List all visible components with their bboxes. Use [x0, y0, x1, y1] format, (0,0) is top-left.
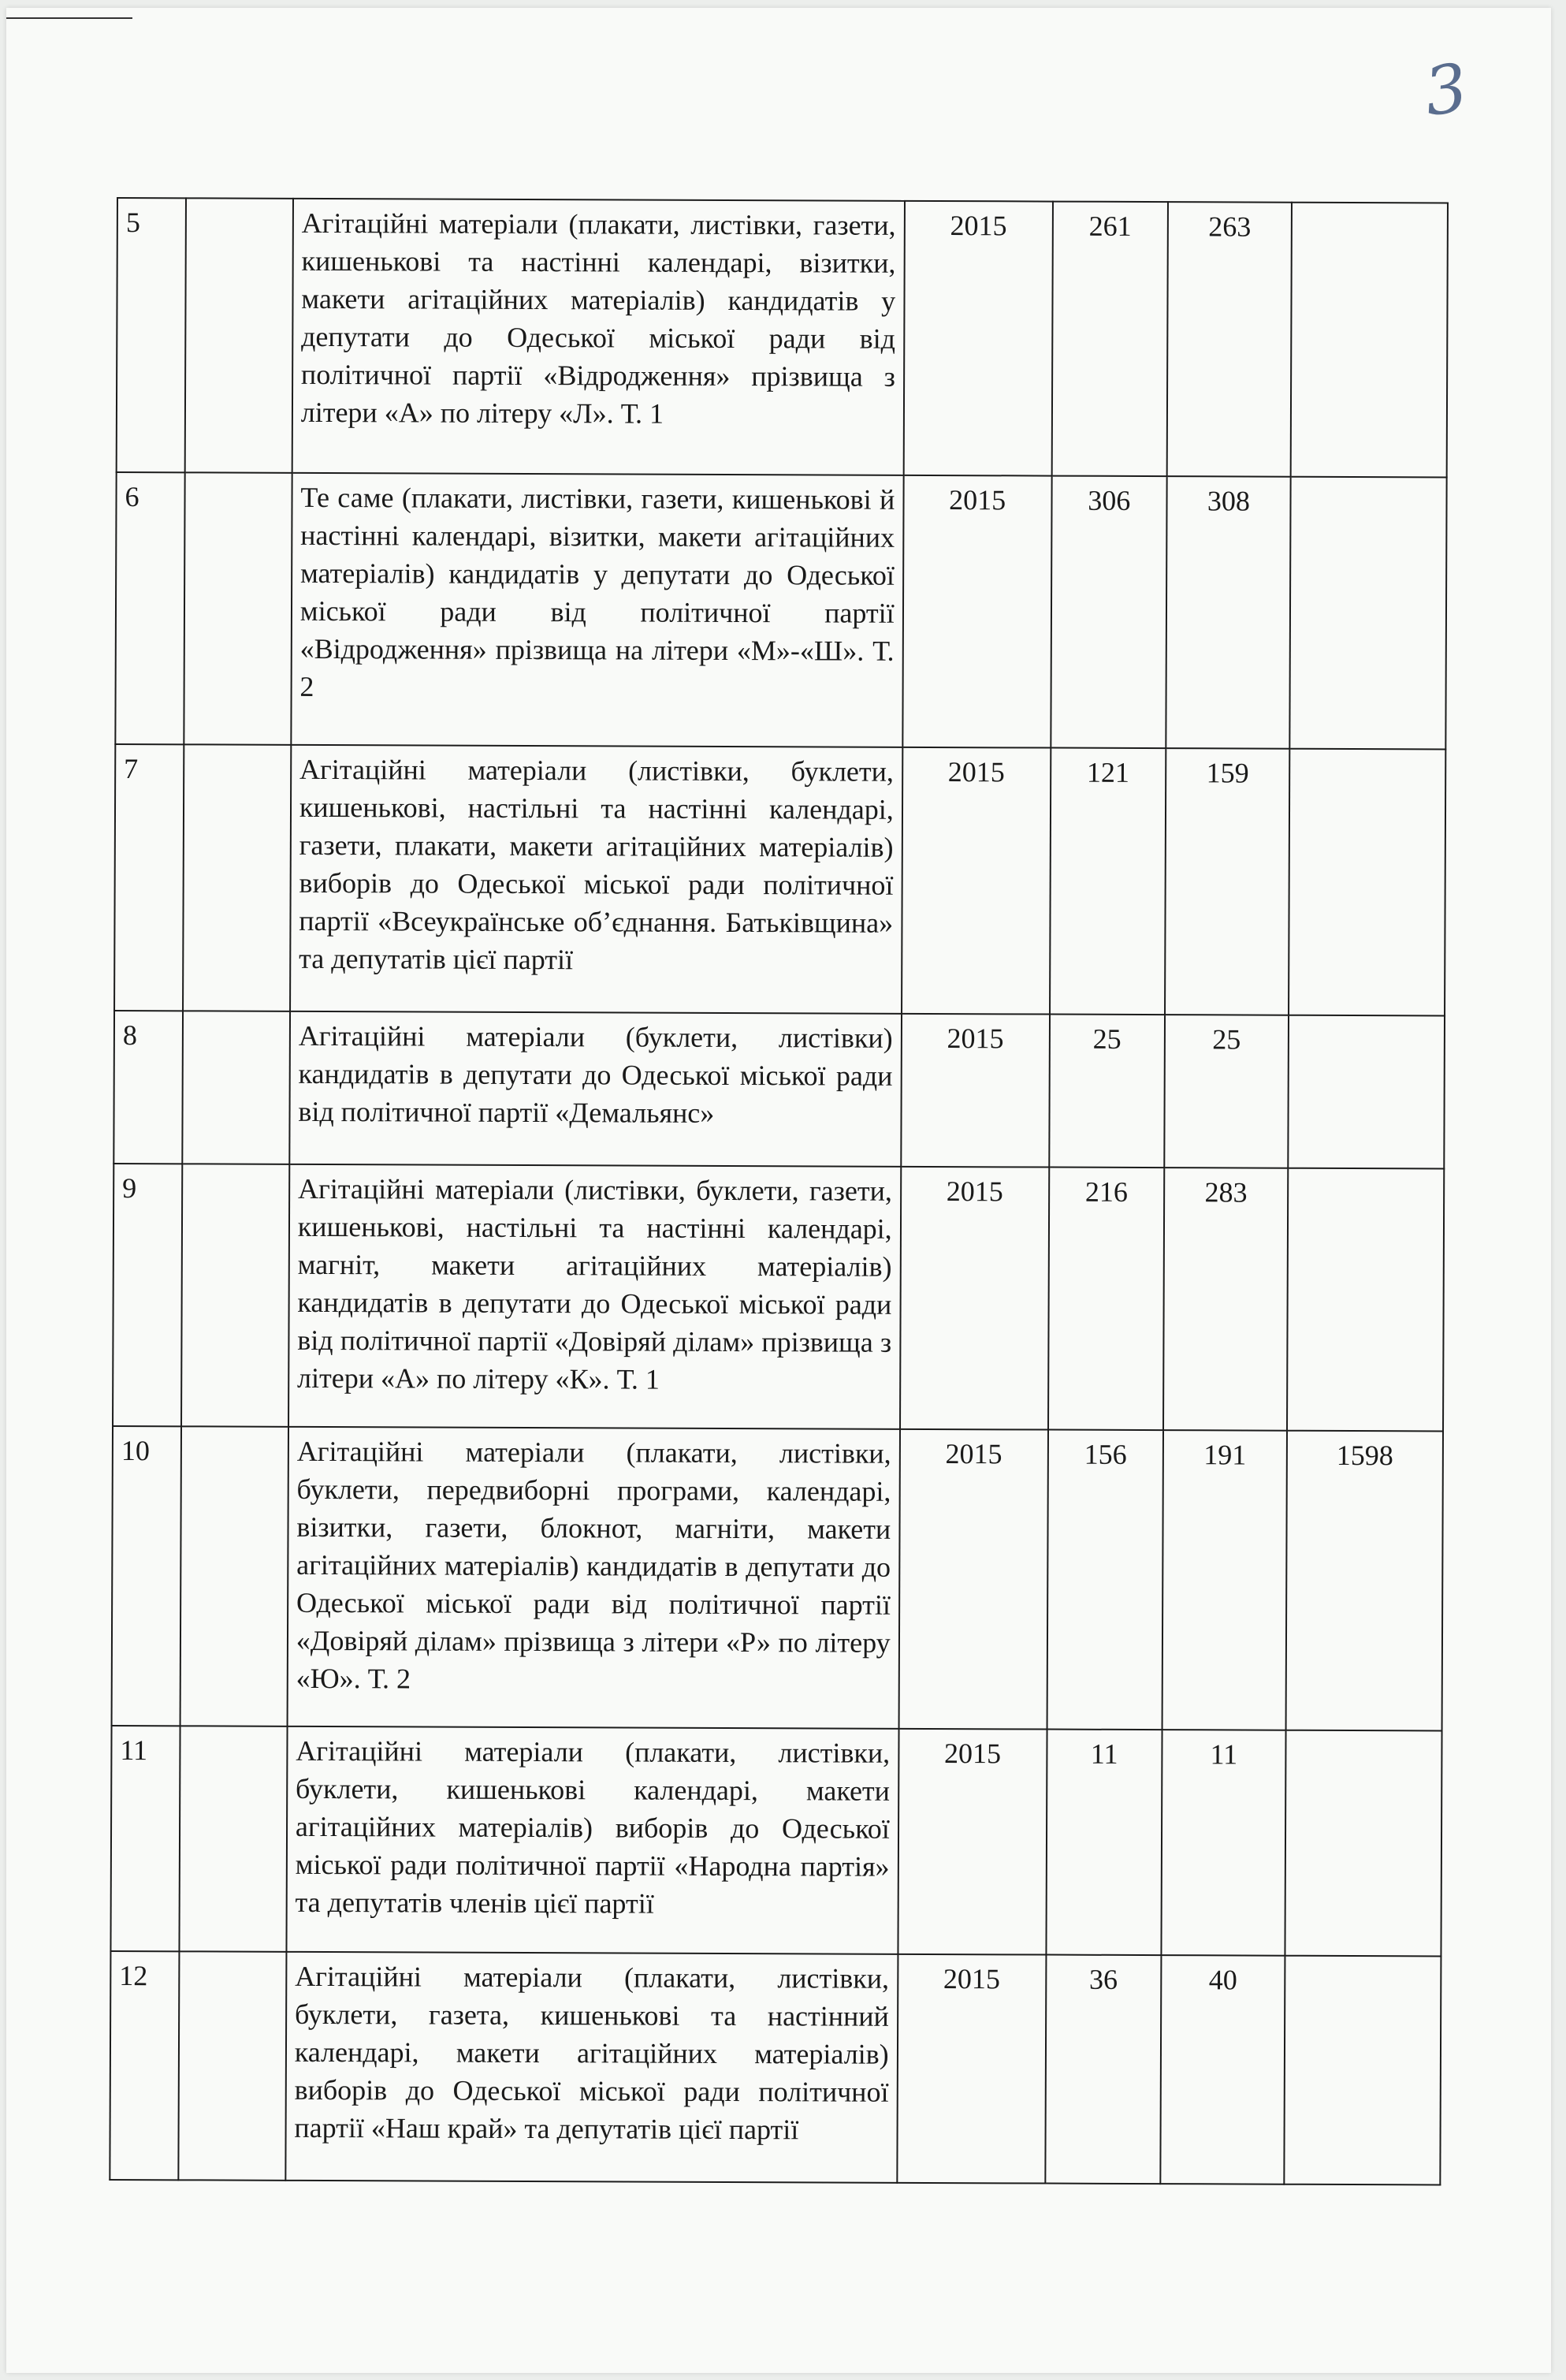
index-cell: [183, 744, 291, 1011]
item-note: [1287, 1168, 1444, 1432]
item-sheets: 283: [1163, 1168, 1288, 1431]
item-title: Те саме (плакати, листівки, газети, кишенькові й настінні календарі, візитки, макети агітаційних матеріалів) кандидатів у депутати до Одеської міської ради від політичної партії «Відродження» прізвища на літери «М»-«Ш». Т. 2: [291, 473, 903, 747]
item-year: 2015: [901, 1014, 1050, 1168]
item-note: 1598: [1285, 1431, 1443, 1731]
index-cell: [182, 1011, 290, 1164]
item-note: [1284, 1956, 1441, 2185]
item-sheets: 308: [1166, 476, 1290, 749]
item-title: Агітаційні матеріали (плакати, листівки, газети, кишенькові та настінні календарі, візитки, макети агітаційних матеріалів) кандидатів у депутати до Одеської міської ради від політичної партії «Відродження» прізвища з літери «А» по літеру «Л». Т. 1: [292, 199, 905, 475]
row-number: 12: [110, 1951, 179, 2180]
item-year: 2015: [897, 1954, 1046, 2184]
index-cell: [184, 472, 292, 745]
item-sheets: 263: [1167, 202, 1292, 477]
item-count: 36: [1045, 1955, 1162, 2184]
item-note: [1290, 203, 1447, 478]
table-row: [117, 198, 1448, 477]
item-title: Агітаційні матеріали (буклети, листівки) кандидатів в депутати до Одеської міської ради від політичної партії «Демальянс»: [289, 1011, 902, 1167]
item-count: 261: [1051, 202, 1168, 477]
row-number: 5: [117, 198, 186, 472]
item-year: 2015: [903, 201, 1052, 476]
item-year: 2015: [902, 475, 1051, 748]
table-row: [114, 744, 1445, 1015]
item-count: 156: [1047, 1430, 1163, 1730]
item-count: 25: [1049, 1015, 1165, 1168]
item-count: 216: [1048, 1168, 1165, 1431]
item-sheets: 191: [1162, 1430, 1287, 1730]
row-number: 10: [112, 1426, 181, 1726]
index-cell: [179, 1726, 287, 1952]
item-sheets: 25: [1164, 1015, 1289, 1168]
top-edge-line: [6, 17, 132, 19]
table-row: [113, 1011, 1445, 1168]
item-count: 11: [1046, 1730, 1162, 1956]
index-cell: [181, 1164, 289, 1427]
item-year: 2015: [900, 1167, 1049, 1430]
item-note: [1289, 749, 1445, 1016]
table-row: [115, 472, 1446, 749]
table-row: [110, 1726, 1441, 1956]
item-year: 2015: [898, 1429, 1047, 1730]
row-number: 6: [115, 472, 184, 744]
item-year: 2015: [902, 747, 1051, 1015]
index-cell: [180, 1426, 288, 1726]
item-title: Агітаційні матеріали (листівки, буклети, кишенькові, настільні та настінні календарі, газети, плакати, макети агітаційних матеріалів) виборів до Одеської міської ради політичної партії «Всеукраїнське об’єднання. Батьківщина» та депутатів цієї партії: [290, 745, 902, 1014]
row-number: 7: [114, 744, 184, 1011]
item-sheets: 40: [1160, 1955, 1285, 2184]
table-row: [110, 1951, 1441, 2184]
item-sheets: 159: [1165, 748, 1289, 1015]
item-title: Агітаційні матеріали (листівки, буклети, газети, кишенькові, настільні та настінні календарі, магніт, макети агітаційних матеріалів) кандидатів в депутати до Одеської міської ради від політичної партії «Довіряй ділам» прізвища з літери «А» по літеру «К». Т. 1: [288, 1164, 901, 1429]
table-row: [113, 1164, 1444, 1431]
item-note: [1285, 1730, 1441, 1957]
item-title: Агітаційні матеріали (плакати, листівки, буклети, газета, кишенькові та настінний календарі, макети агітаційних матеріалів) виборів до Одеської міської ради політичної партії «Наш край» та депутатів цієї партії: [285, 1952, 898, 2183]
index-cell: [184, 198, 293, 473]
item-title: Агітаційні матеріали (плакати, листівки, буклети, передвиборні програми, календарі, візитки, газети, блокнот, магніти, макети агітаційних матеріалів) кандидатів в депутати до Одеської міської ради від політичної партії «Довіряй ділам» прізвища з літери «Р» по літеру «Ю». Т. 2: [287, 1427, 899, 1729]
item-title: Агітаційні матеріали (плакати, листівки, буклети, кишенькові календарі, макети агітаційних матеріалів) виборів до Одеської міської ради політичної партії «Народна партія» та депутатів членів цієї партії: [286, 1726, 898, 1954]
row-number: 11: [110, 1726, 180, 1951]
registry-rows: [110, 198, 1448, 2184]
row-number: 8: [113, 1011, 182, 1164]
registry-table: [109, 197, 1449, 2185]
item-note: [1288, 1015, 1445, 1169]
page-number: 3: [1419, 48, 1473, 132]
index-cell: [178, 1951, 286, 2181]
item-year: 2015: [898, 1729, 1047, 1955]
table-row: [112, 1426, 1443, 1730]
item-sheets: 11: [1161, 1730, 1285, 1956]
item-note: [1289, 477, 1446, 750]
document-page: [6, 8, 1551, 2373]
item-count: 121: [1050, 748, 1166, 1015]
row-number: 9: [113, 1164, 182, 1426]
item-count: 306: [1051, 476, 1167, 749]
